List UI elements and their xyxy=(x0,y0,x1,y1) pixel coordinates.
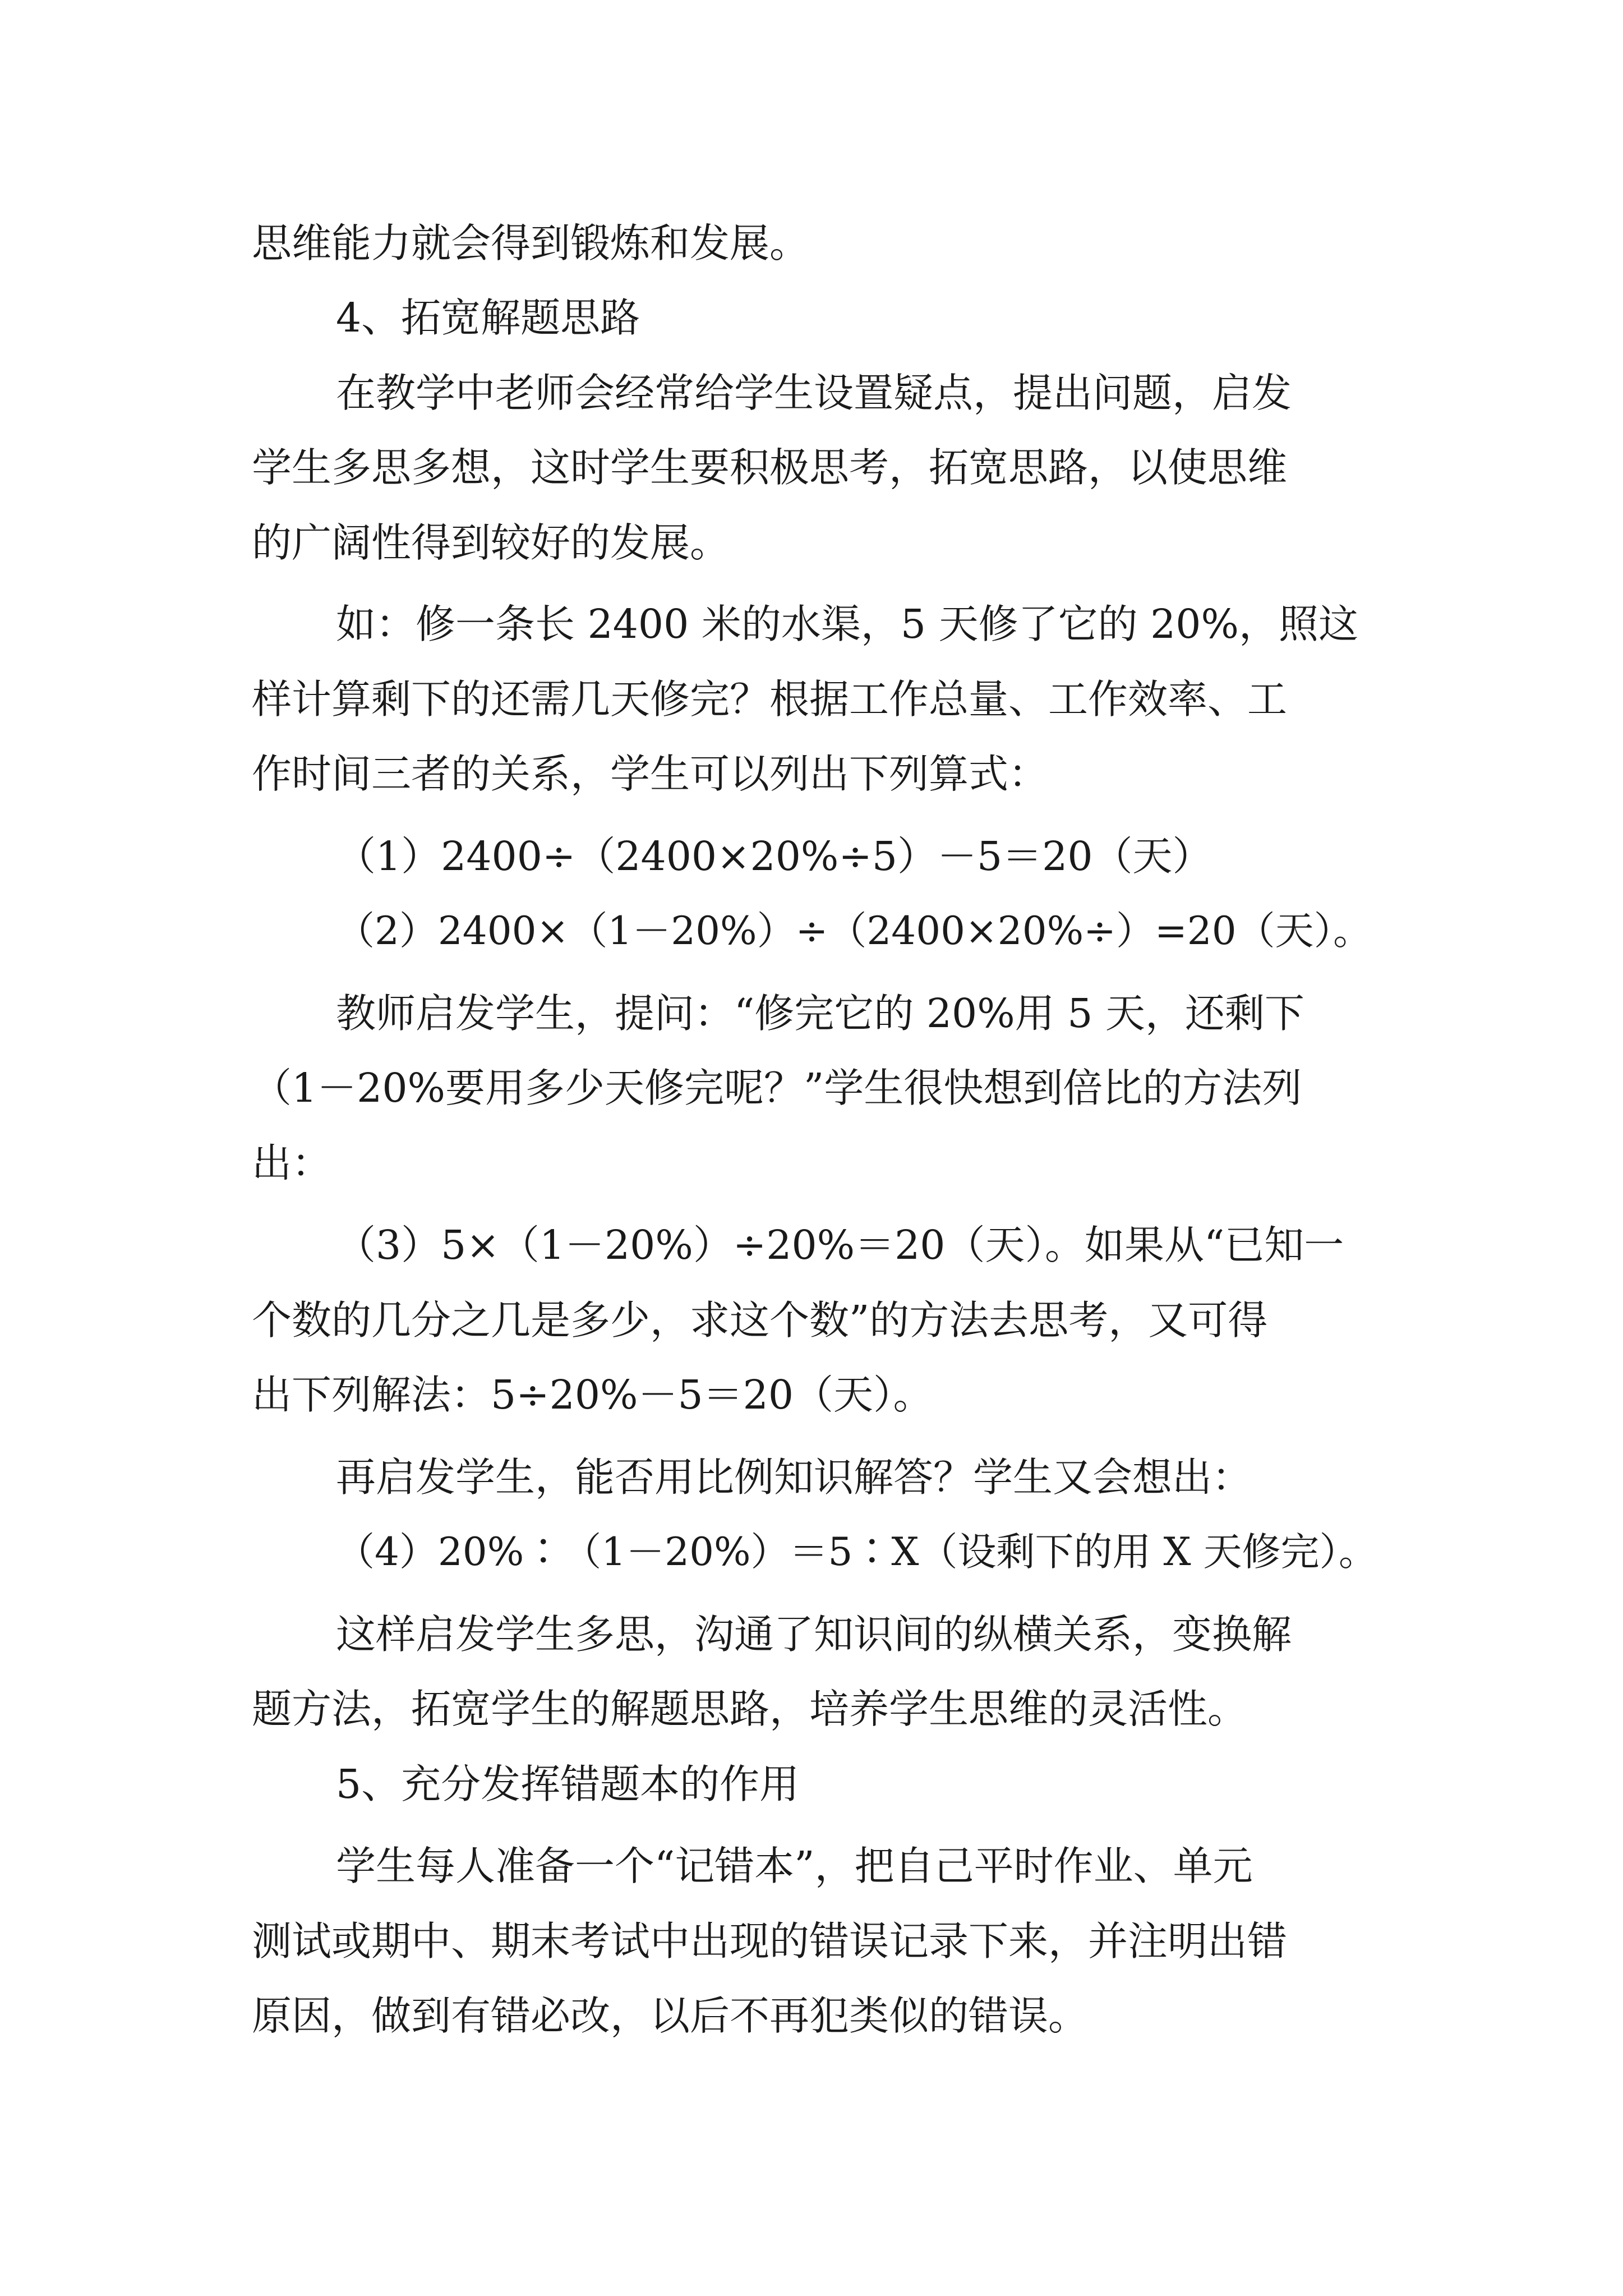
text-line-13: 出： xyxy=(252,1140,332,1186)
text-line-16: 出下列解法：5÷20%－5＝20（天）。 xyxy=(252,1372,933,1418)
text-line-24: 原因，做到有错必改，以后不再犯类似的错误。 xyxy=(252,1993,1089,2039)
text-line-2: 4、拓宽解题思路 xyxy=(336,295,640,341)
text-line-19: 这样启发学生多思，沟通了知识间的纵横关系，变换解 xyxy=(336,1611,1292,1658)
text-line-15: 个数的几分之几是多少，求这个数”的方法去思考，又可得 xyxy=(252,1297,1268,1343)
text-line-6: 如：修一条长 2400 米的水渠，5 天修了它的 20%，照这 xyxy=(336,601,1358,647)
text-line-11: 教师启发学生，提问：“修完它的 20%用 5 天，还剩下 xyxy=(336,990,1304,1037)
text-line-4: 学生多思多想，这时学生要积极思考，拓宽思路，以使思维 xyxy=(252,444,1288,491)
text-line-3: 在教学中老师会经常给学生设置疑点，提出问题，启发 xyxy=(336,370,1292,416)
text-line-8: 作时间三者的关系，学生可以列出下列算式： xyxy=(252,751,1049,797)
text-line-17: 再启发学生，能否用比例知识解答？学生又会想出： xyxy=(336,1454,1252,1501)
text-line-7: 样计算剩下的还需几天修完？根据工作总量、工作效率、工 xyxy=(252,676,1288,723)
text-line-5: 的广阔性得到较好的发展。 xyxy=(252,519,730,566)
text-line-9: （1）2400÷（2400×20%÷5）－5＝20（天） xyxy=(336,833,1212,880)
text-line-1: 思维能力就会得到锻炼和发展。 xyxy=(252,220,810,266)
text-line-23: 测试或期中、期末考试中出现的错误记录下来，并注明出错 xyxy=(252,1918,1288,1964)
text-line-14: （3）5×（1－20%）÷20%＝20（天）。如果从“已知一 xyxy=(336,1222,1344,1268)
text-line-10: （2）2400×（1－20%）÷（2400×20%÷）=20（天）。 xyxy=(336,909,1372,954)
text-line-20: 题方法，拓宽学生的解题思路，培养学生思维的灵活性。 xyxy=(252,1686,1248,1732)
text-line-18: （4）20%∶（1－20%）＝5∶X（设剩下的用 X 天修完）。 xyxy=(336,1530,1378,1575)
text-line-12: （1－20%要用多少天修完呢？”学生很快想到倍比的方法列 xyxy=(252,1065,1302,1111)
text-line-22: 学生每人准备一个“记错本”，把自己平时作业、单元 xyxy=(336,1843,1253,1889)
text-line-21: 5、充分发挥错题本的作用 xyxy=(336,1761,800,1807)
